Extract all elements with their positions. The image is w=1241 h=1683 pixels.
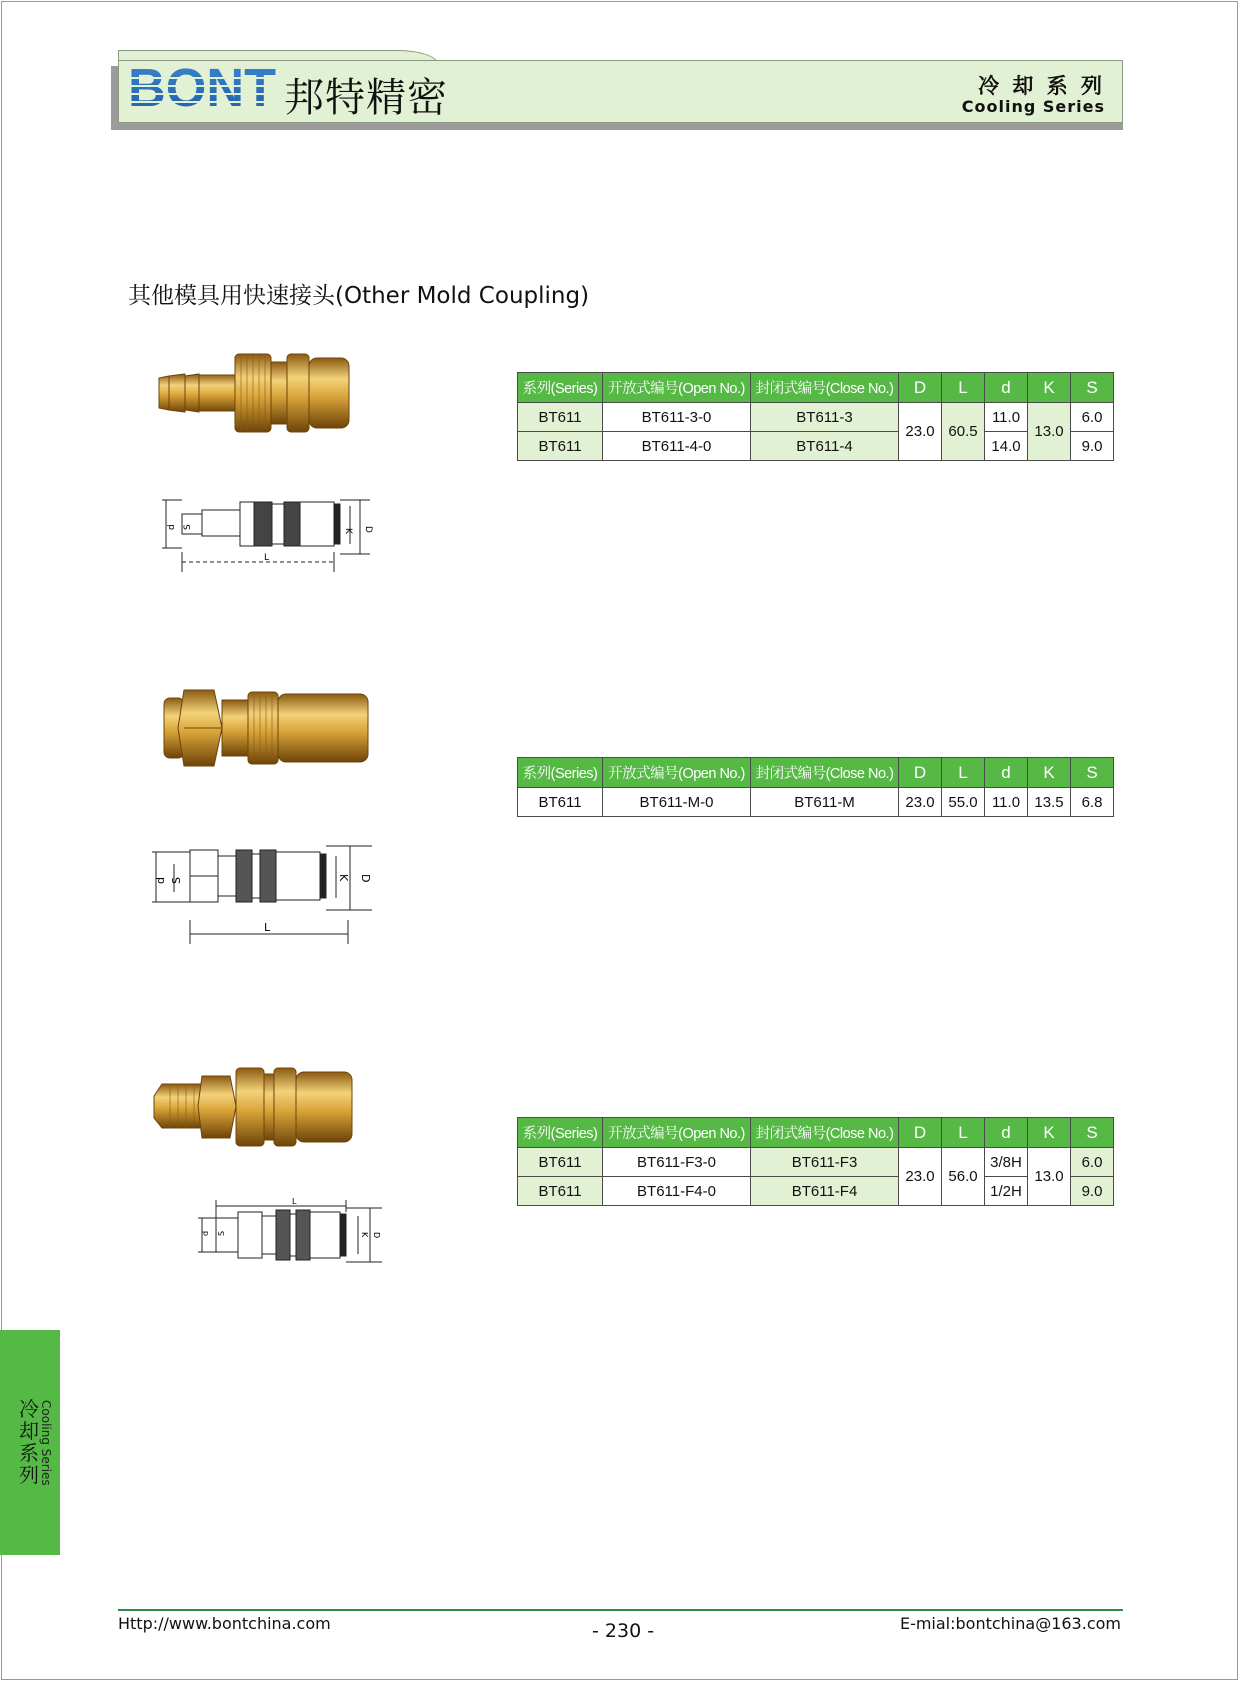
product-photo-hose-barb-coupling bbox=[155, 348, 355, 438]
label-L: L bbox=[292, 1197, 297, 1206]
cell-D: 23.0 bbox=[899, 403, 942, 461]
th-D: D bbox=[899, 758, 942, 788]
cell-K: 13.5 bbox=[1028, 788, 1071, 817]
header-series-en: Cooling Series bbox=[961, 97, 1105, 116]
cell-series: BT611 bbox=[518, 788, 603, 817]
label-d: d bbox=[154, 877, 167, 884]
cell-open: BT611-F4-0 bbox=[603, 1177, 751, 1206]
dimension-drawing-2 bbox=[150, 838, 390, 944]
dimension-drawing-1 bbox=[160, 492, 390, 576]
th-open: 开放式编号(Open No.) bbox=[603, 1118, 751, 1148]
cell-S: 9.0 bbox=[1071, 432, 1114, 461]
label-D: D bbox=[359, 874, 372, 883]
cell-close: BT611-4 bbox=[751, 432, 899, 461]
label-K: K bbox=[360, 1232, 369, 1238]
brand-name-cn: 邦特精密 bbox=[284, 75, 448, 121]
label-S: S bbox=[217, 1230, 226, 1236]
th-open: 开放式编号(Open No.) bbox=[603, 758, 751, 788]
product-photo-hex-nut-coupling bbox=[162, 684, 372, 772]
label-d: d bbox=[201, 1230, 210, 1236]
cell-S: 6.8 bbox=[1071, 788, 1114, 817]
cell-S: 6.0 bbox=[1071, 1148, 1114, 1177]
section-title: 其他模具用快速接头(Other Mold Coupling) bbox=[128, 283, 590, 309]
cell-D: 23.0 bbox=[899, 1148, 942, 1206]
table-row bbox=[518, 1177, 1114, 1206]
footer-email: E-mial:bontchina@163.com bbox=[899, 1614, 1121, 1633]
th-L: L bbox=[942, 373, 985, 403]
cell-close: BT611-M bbox=[751, 788, 899, 817]
th-series: 系列(Series) bbox=[518, 758, 603, 788]
table-row bbox=[518, 403, 1114, 432]
footer-rule bbox=[118, 1609, 1123, 1611]
th-K: K bbox=[1028, 373, 1071, 403]
label-S: S bbox=[183, 524, 193, 530]
cell-d: 11.0 bbox=[985, 403, 1028, 432]
th-D: D bbox=[899, 373, 942, 403]
table-row bbox=[518, 1148, 1114, 1177]
side-tab-cn: 冷 却 系 列 bbox=[19, 1397, 39, 1487]
th-open: 开放式编号(Open No.) bbox=[603, 373, 751, 403]
footer-url: Http://www.bontchina.com bbox=[118, 1614, 331, 1633]
cell-L: 56.0 bbox=[942, 1148, 985, 1206]
dimension-drawing-3 bbox=[196, 1196, 396, 1280]
label-D: D bbox=[363, 526, 373, 533]
cell-K: 13.0 bbox=[1028, 403, 1071, 461]
cell-L: 55.0 bbox=[942, 788, 985, 817]
cell-L: 60.5 bbox=[942, 403, 985, 461]
th-L: L bbox=[942, 1118, 985, 1148]
cell-close: BT611-3 bbox=[751, 403, 899, 432]
th-d: d bbox=[985, 758, 1028, 788]
th-S: S bbox=[1071, 758, 1114, 788]
th-L: L bbox=[942, 758, 985, 788]
table-row bbox=[518, 788, 1114, 817]
cell-series: BT611 bbox=[518, 432, 603, 461]
bont-logo bbox=[128, 64, 278, 112]
label-d: d bbox=[167, 524, 177, 530]
th-D: D bbox=[899, 1118, 942, 1148]
logo-text: BONT bbox=[128, 64, 277, 112]
header-series-cn: 冷 却 系 列 bbox=[978, 74, 1105, 98]
th-close: 封闭式编号(Close No.) bbox=[751, 373, 899, 403]
page-number: - 230 - bbox=[592, 1620, 655, 1642]
cell-series: BT611 bbox=[518, 1177, 603, 1206]
cell-open: BT611-3-0 bbox=[603, 403, 751, 432]
side-tab-en: Cooling Series bbox=[39, 1400, 53, 1486]
th-K: K bbox=[1028, 758, 1071, 788]
th-d: d bbox=[985, 1118, 1028, 1148]
table-row bbox=[518, 432, 1114, 461]
th-close: 封闭式编号(Close No.) bbox=[751, 1118, 899, 1148]
cell-d: 11.0 bbox=[985, 788, 1028, 817]
label-K: K bbox=[343, 528, 353, 534]
label-L: L bbox=[264, 553, 270, 563]
cell-series: BT611 bbox=[518, 1148, 603, 1177]
cell-S: 6.0 bbox=[1071, 403, 1114, 432]
cell-d: 1/2H bbox=[985, 1177, 1028, 1206]
cell-close: BT611-F3 bbox=[751, 1148, 899, 1177]
cell-K: 13.0 bbox=[1028, 1148, 1071, 1206]
cell-series: BT611 bbox=[518, 403, 603, 432]
th-close: 封闭式编号(Close No.) bbox=[751, 758, 899, 788]
label-L: L bbox=[264, 921, 271, 934]
cell-open: BT611-F3-0 bbox=[603, 1148, 751, 1177]
th-d: d bbox=[985, 373, 1028, 403]
product-photo-flare-coupling bbox=[152, 1062, 357, 1152]
th-series: 系列(Series) bbox=[518, 1118, 603, 1148]
th-S: S bbox=[1071, 373, 1114, 403]
th-S: S bbox=[1071, 1118, 1114, 1148]
spec-table-2 bbox=[517, 757, 1114, 817]
th-K: K bbox=[1028, 1118, 1071, 1148]
spec-table-1 bbox=[517, 372, 1114, 461]
label-K: K bbox=[337, 874, 350, 882]
label-D: D bbox=[372, 1232, 381, 1239]
th-series: 系列(Series) bbox=[518, 373, 603, 403]
spec-table-3 bbox=[517, 1117, 1114, 1206]
cell-d: 14.0 bbox=[985, 432, 1028, 461]
label-S: S bbox=[170, 877, 183, 884]
cell-d: 3/8H bbox=[985, 1148, 1028, 1177]
cell-close: BT611-F4 bbox=[751, 1177, 899, 1206]
cell-open: BT611-M-0 bbox=[603, 788, 751, 817]
cell-S: 9.0 bbox=[1071, 1177, 1114, 1206]
cell-open: BT611-4-0 bbox=[603, 432, 751, 461]
cell-D: 23.0 bbox=[899, 788, 942, 817]
